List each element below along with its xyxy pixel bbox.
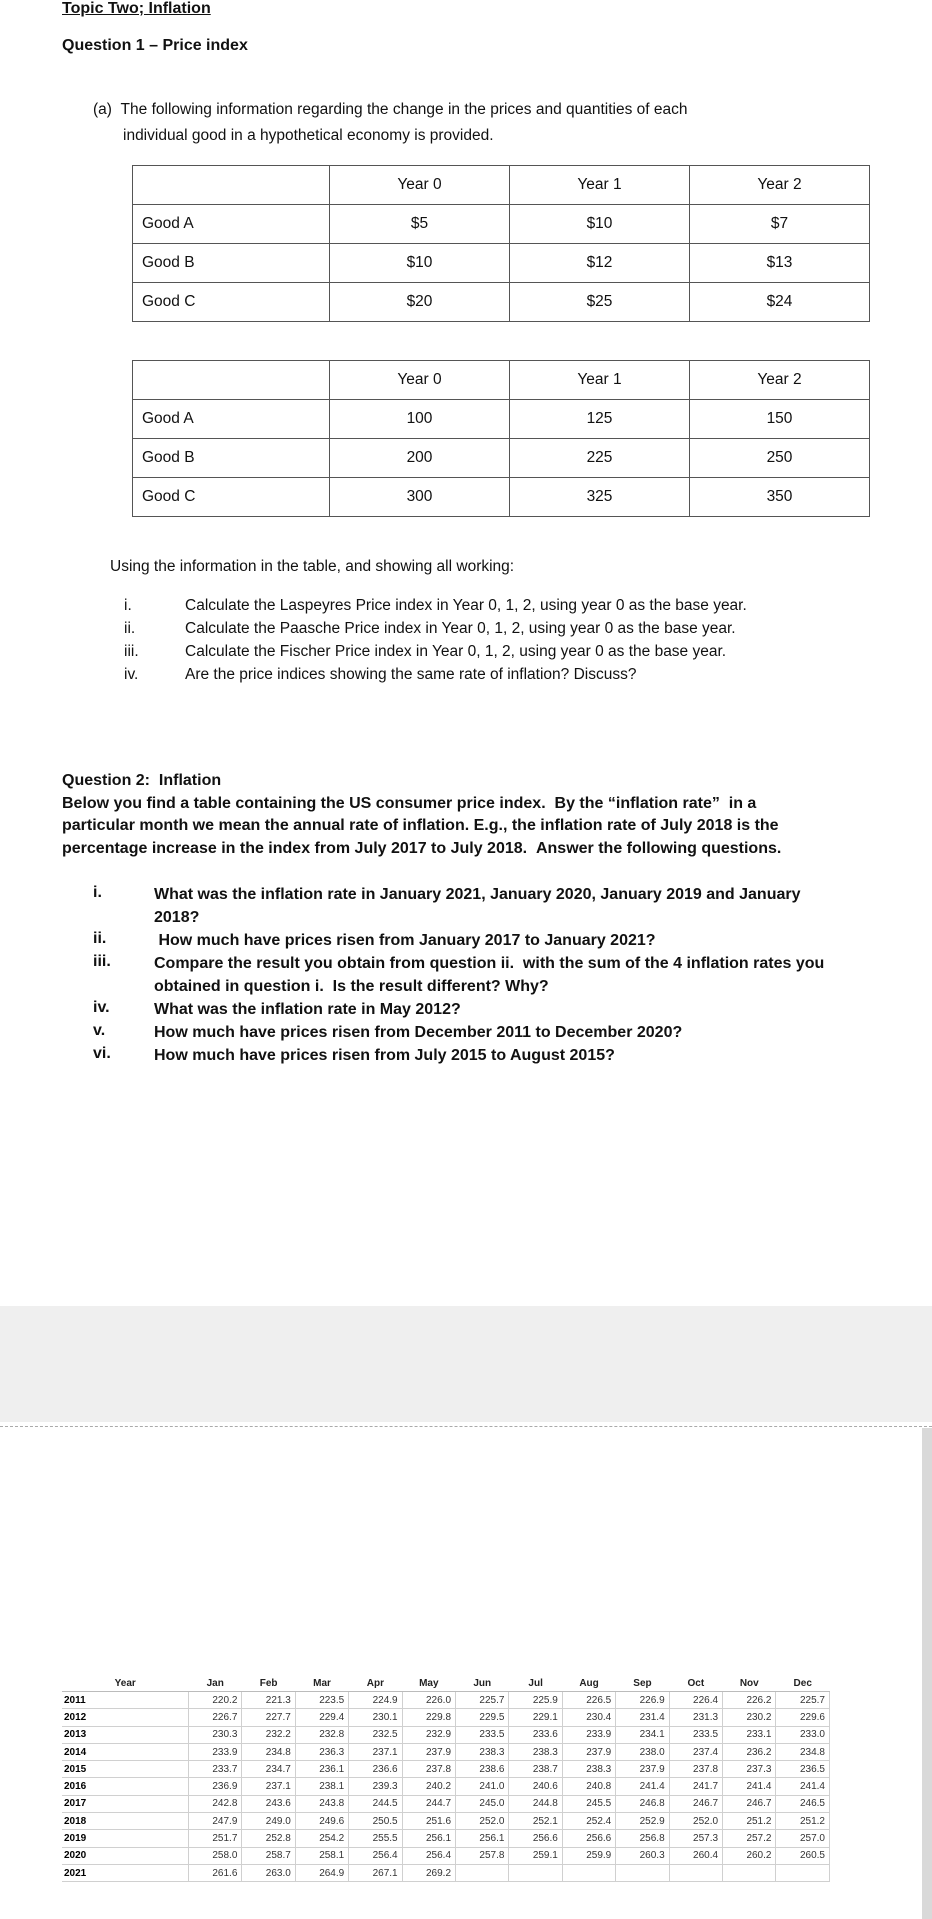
cpi-value: 255.5 <box>349 1830 402 1847</box>
cpi-value: 246.7 <box>669 1795 722 1812</box>
cpi-value: 238.1 <box>295 1778 348 1795</box>
subquestion-number: ii. <box>124 620 136 637</box>
cpi-row <box>62 1743 830 1760</box>
cpi-value: 223.5 <box>295 1692 348 1709</box>
cpi-value: 229.5 <box>456 1709 509 1726</box>
cpi-value: 257.3 <box>669 1830 722 1847</box>
cpi-value: 264.9 <box>295 1864 348 1881</box>
cpi-value: 233.5 <box>669 1726 722 1743</box>
cpi-value: 256.8 <box>616 1830 669 1847</box>
cpi-year: 2020 <box>62 1847 189 1864</box>
cpi-year: 2016 <box>62 1778 189 1795</box>
cpi-value <box>723 1864 776 1881</box>
header-cell: Year 2 <box>690 361 870 400</box>
cpi-value: 238.6 <box>456 1761 509 1778</box>
cpi-value: 254.2 <box>295 1830 348 1847</box>
cpi-value: 237.3 <box>723 1761 776 1778</box>
cpi-value: 241.4 <box>616 1778 669 1795</box>
cpi-header-cell: Jul <box>509 1675 562 1692</box>
question-2-line-1: Below you find a table containing the US consumer price index. By the “inflation rate” in a <box>62 794 757 812</box>
item-number: v. <box>93 1022 106 1039</box>
cpi-row <box>62 1778 830 1795</box>
cpi-value: 252.9 <box>616 1813 669 1830</box>
value-cell: $24 <box>690 283 870 322</box>
table-row <box>133 439 870 478</box>
cpi-value: 247.9 <box>189 1813 242 1830</box>
item-text: How much have prices risen from January 2017 to January 2021? <box>154 932 656 949</box>
cpi-value: 245.0 <box>456 1795 509 1812</box>
subquestion-text: Are the price indices showing the same rate of inflation? Discuss? <box>185 666 637 683</box>
cpi-table <box>62 1675 830 1882</box>
question-2-line-3: percentage increase in the index from July 2017 to July 2018. Answer the following questions. <box>62 839 782 857</box>
cpi-row <box>62 1709 830 1726</box>
cpi-value: 232.8 <box>295 1726 348 1743</box>
cpi-value <box>562 1864 615 1881</box>
cpi-value: 260.5 <box>776 1847 830 1864</box>
cpi-value: 256.1 <box>402 1830 455 1847</box>
cpi-value: 230.1 <box>349 1709 402 1726</box>
cpi-value: 240.2 <box>402 1778 455 1795</box>
cpi-value: 225.7 <box>776 1692 830 1709</box>
cpi-value: 234.1 <box>616 1726 669 1743</box>
cpi-value: 252.1 <box>509 1813 562 1830</box>
cpi-value: 259.9 <box>562 1847 615 1864</box>
cpi-value: 258.0 <box>189 1847 242 1864</box>
good-label: Good B <box>133 439 330 478</box>
intro-line-1: (a) The following information regarding the change in the prices and quantities of each <box>93 101 688 118</box>
cpi-value: 257.0 <box>776 1830 830 1847</box>
question-1-intro <box>93 97 813 149</box>
subquestion-number: iii. <box>124 643 139 660</box>
cpi-header-cell: Sep <box>616 1675 669 1692</box>
cpi-year: 2013 <box>62 1726 189 1743</box>
cpi-year: 2012 <box>62 1709 189 1726</box>
cpi-value: 234.8 <box>242 1743 295 1760</box>
cpi-value <box>776 1864 830 1881</box>
value-cell: 125 <box>510 400 690 439</box>
subquestion-text: Calculate the Fischer Price index in Year 0, 1, 2, using year 0 as the base year. <box>185 643 727 660</box>
cpi-value: 238.3 <box>456 1743 509 1760</box>
cpi-value: 229.8 <box>402 1709 455 1726</box>
table-row <box>133 283 870 322</box>
header-cell: Year 2 <box>690 166 870 205</box>
cpi-value <box>616 1864 669 1881</box>
cpi-value: 231.3 <box>669 1709 722 1726</box>
cpi-value: 226.9 <box>616 1692 669 1709</box>
item-text: Compare the result you obtain from question ii. with the sum of the 4 inflation rates you obtained in question i. Is the result different? Why? <box>154 955 825 995</box>
cpi-value: 242.8 <box>189 1795 242 1812</box>
value-cell: 100 <box>330 400 510 439</box>
item-number: iii. <box>93 953 111 970</box>
cpi-row <box>62 1761 830 1778</box>
page-title: Topic Two; Inflation <box>62 0 211 17</box>
cpi-value: 244.7 <box>402 1795 455 1812</box>
value-cell: $25 <box>510 283 690 322</box>
cpi-value: 234.8 <box>776 1743 830 1760</box>
cpi-value: 241.4 <box>723 1778 776 1795</box>
cpi-value: 232.9 <box>402 1726 455 1743</box>
cpi-value: 233.9 <box>189 1743 242 1760</box>
cpi-value: 241.0 <box>456 1778 509 1795</box>
cpi-value: 256.4 <box>402 1847 455 1864</box>
cpi-value: 237.1 <box>242 1778 295 1795</box>
cpi-row <box>62 1692 830 1709</box>
cpi-value: 237.9 <box>402 1743 455 1760</box>
cpi-value: 244.5 <box>349 1795 402 1812</box>
cpi-value: 233.1 <box>723 1726 776 1743</box>
cpi-value: 260.2 <box>723 1847 776 1864</box>
value-cell: $7 <box>690 205 870 244</box>
cpi-value: 226.5 <box>562 1692 615 1709</box>
cpi-value: 251.7 <box>189 1830 242 1847</box>
cpi-value: 243.6 <box>242 1795 295 1812</box>
table-row <box>133 478 870 517</box>
value-cell: $5 <box>330 205 510 244</box>
cpi-value: 236.6 <box>349 1761 402 1778</box>
cpi-value: 234.7 <box>242 1761 295 1778</box>
cpi-value: 233.5 <box>456 1726 509 1743</box>
cpi-value: 252.4 <box>562 1813 615 1830</box>
cpi-value: 252.0 <box>669 1813 722 1830</box>
cpi-value: 256.1 <box>456 1830 509 1847</box>
cpi-value: 226.0 <box>402 1692 455 1709</box>
cpi-value: 221.3 <box>242 1692 295 1709</box>
price-table <box>132 165 870 322</box>
cpi-value <box>669 1864 722 1881</box>
cpi-value: 236.9 <box>189 1778 242 1795</box>
cpi-header-cell: Feb <box>242 1675 295 1692</box>
cpi-value: 238.3 <box>562 1761 615 1778</box>
cpi-value: 229.6 <box>776 1709 830 1726</box>
cpi-value: 237.1 <box>349 1743 402 1760</box>
cpi-row <box>62 1830 830 1847</box>
cpi-value: 236.3 <box>295 1743 348 1760</box>
quantity-table <box>132 360 870 517</box>
cpi-row <box>62 1813 830 1830</box>
subquestion-number: iv. <box>124 666 139 683</box>
header-cell <box>133 361 330 400</box>
question-1-heading: Question 1 – Price index <box>62 37 248 54</box>
cpi-year: 2018 <box>62 1813 189 1830</box>
cpi-value: 233.7 <box>189 1761 242 1778</box>
table-row <box>133 244 870 283</box>
header-cell <box>133 166 330 205</box>
cpi-value: 237.9 <box>616 1761 669 1778</box>
cpi-value: 237.8 <box>402 1761 455 1778</box>
cpi-value: 260.4 <box>669 1847 722 1864</box>
cpi-value: 233.9 <box>562 1726 615 1743</box>
header-cell: Year 0 <box>330 361 510 400</box>
cpi-value: 233.0 <box>776 1726 830 1743</box>
cpi-value: 220.2 <box>189 1692 242 1709</box>
cpi-value: 236.5 <box>776 1761 830 1778</box>
header-cell: Year 1 <box>510 166 690 205</box>
cpi-value: 230.2 <box>723 1709 776 1726</box>
cpi-value: 260.3 <box>616 1847 669 1864</box>
cpi-year: 2019 <box>62 1830 189 1847</box>
cpi-value: 258.7 <box>242 1847 295 1864</box>
value-cell: 325 <box>510 478 690 517</box>
cpi-value: 230.4 <box>562 1709 615 1726</box>
cpi-header-cell: Oct <box>669 1675 722 1692</box>
cpi-value: 241.4 <box>776 1778 830 1795</box>
cpi-value: 246.8 <box>616 1795 669 1812</box>
item-number: i. <box>93 884 102 901</box>
cpi-header-cell: Year <box>62 1675 189 1692</box>
cpi-value: 224.9 <box>349 1692 402 1709</box>
cpi-value: 241.7 <box>669 1778 722 1795</box>
item-text: What was the inflation rate in May 2012? <box>154 1001 461 1018</box>
intro-line-2: individual good in a hypothetical economy is provided. <box>123 127 494 144</box>
cpi-value: 256.6 <box>509 1830 562 1847</box>
cpi-value: 267.1 <box>349 1864 402 1881</box>
cpi-year: 2014 <box>62 1743 189 1760</box>
value-cell: $10 <box>510 205 690 244</box>
cpi-year: 2011 <box>62 1692 189 1709</box>
cpi-value: 226.2 <box>723 1692 776 1709</box>
cpi-value: 256.6 <box>562 1830 615 1847</box>
subquestion-text: Calculate the Laspeyres Price index in Year 0, 1, 2, using year 0 as the base year. <box>185 597 747 614</box>
item-text: How much have prices risen from July 2015 to August 2015? <box>154 1047 615 1064</box>
cpi-value: 236.2 <box>723 1743 776 1760</box>
cpi-value: 239.3 <box>349 1778 402 1795</box>
cpi-header-cell: May <box>402 1675 455 1692</box>
cpi-header-cell: Jan <box>189 1675 242 1692</box>
value-cell: 225 <box>510 439 690 478</box>
cpi-value: 226.4 <box>669 1692 722 1709</box>
value-cell: $13 <box>690 244 870 283</box>
question-2-line-2: particular month we mean the annual rate of inflation. E.g., the inflation rate of July 2018 is the <box>62 817 779 834</box>
question-2-block <box>62 770 842 860</box>
table-row <box>133 205 870 244</box>
good-label: Good B <box>133 244 330 283</box>
item-number: ii. <box>93 930 107 947</box>
cpi-value: 258.1 <box>295 1847 348 1864</box>
cpi-value: 238.7 <box>509 1761 562 1778</box>
cpi-value: 259.1 <box>509 1847 562 1864</box>
cpi-value: 251.2 <box>723 1813 776 1830</box>
gray-band <box>0 1306 932 1422</box>
cpi-value: 249.0 <box>242 1813 295 1830</box>
cpi-value: 230.3 <box>189 1726 242 1743</box>
cpi-value: 238.0 <box>616 1743 669 1760</box>
instructions-text: Using the information in the table, and showing all working: <box>110 558 515 575</box>
cpi-value: 257.8 <box>456 1847 509 1864</box>
item-text: How much have prices risen from December 2011 to December 2020? <box>154 1024 683 1041</box>
cpi-value: 238.3 <box>509 1743 562 1760</box>
cpi-header-cell: Nov <box>723 1675 776 1692</box>
cpi-header-cell: Mar <box>295 1675 348 1692</box>
value-cell: $12 <box>510 244 690 283</box>
cpi-value: 226.7 <box>189 1709 242 1726</box>
header-cell: Year 1 <box>510 361 690 400</box>
cpi-value: 251.2 <box>776 1813 830 1830</box>
table-header-row <box>133 166 870 205</box>
cpi-value: 237.9 <box>562 1743 615 1760</box>
cpi-value: 251.6 <box>402 1813 455 1830</box>
cpi-value: 252.8 <box>242 1830 295 1847</box>
cpi-value: 231.4 <box>616 1709 669 1726</box>
value-cell: 150 <box>690 400 870 439</box>
item-text: What was the inflation rate in January 2021, January 2020, January 2019 and January 2018? <box>154 886 801 926</box>
item-number: iv. <box>93 999 110 1016</box>
value-cell: $10 <box>330 244 510 283</box>
cpi-value: 249.6 <box>295 1813 348 1830</box>
cpi-year: 2017 <box>62 1795 189 1812</box>
cpi-row <box>62 1795 830 1812</box>
header-cell: Year 0 <box>330 166 510 205</box>
cpi-header-cell: Dec <box>776 1675 830 1692</box>
cpi-value: 257.2 <box>723 1830 776 1847</box>
cpi-value: 229.1 <box>509 1709 562 1726</box>
cpi-value: 245.5 <box>562 1795 615 1812</box>
subquestion-number: i. <box>124 597 132 614</box>
cpi-row <box>62 1864 830 1881</box>
cpi-value: 256.4 <box>349 1847 402 1864</box>
cpi-value <box>509 1864 562 1881</box>
question-2-heading: Question 2: Inflation <box>62 772 222 789</box>
good-label: Good A <box>133 205 330 244</box>
value-cell: 300 <box>330 478 510 517</box>
cpi-value: 250.5 <box>349 1813 402 1830</box>
cpi-value: 246.5 <box>776 1795 830 1812</box>
cpi-value: 240.6 <box>509 1778 562 1795</box>
value-cell: 350 <box>690 478 870 517</box>
cpi-year: 2015 <box>62 1761 189 1778</box>
cpi-value <box>456 1864 509 1881</box>
cpi-header-cell: Apr <box>349 1675 402 1692</box>
cpi-value: 240.8 <box>562 1778 615 1795</box>
cpi-value: 261.6 <box>189 1864 242 1881</box>
cpi-value: 236.1 <box>295 1761 348 1778</box>
value-cell: 200 <box>330 439 510 478</box>
cpi-value: 237.4 <box>669 1743 722 1760</box>
cpi-value: 232.5 <box>349 1726 402 1743</box>
cpi-value: 252.0 <box>456 1813 509 1830</box>
cpi-value: 229.4 <box>295 1709 348 1726</box>
cpi-value: 233.6 <box>509 1726 562 1743</box>
cpi-header-cell: Aug <box>562 1675 615 1692</box>
cpi-value: 246.7 <box>723 1795 776 1812</box>
cpi-value: 232.2 <box>242 1726 295 1743</box>
dashed-divider <box>0 1426 932 1427</box>
scrollbar[interactable] <box>922 1428 932 1919</box>
cpi-year: 2021 <box>62 1864 189 1881</box>
cpi-value: 227.7 <box>242 1709 295 1726</box>
cpi-value: 237.8 <box>669 1761 722 1778</box>
cpi-value: 225.7 <box>456 1692 509 1709</box>
item-number: vi. <box>93 1045 111 1062</box>
cpi-row <box>62 1726 830 1743</box>
good-label: Good C <box>133 478 330 517</box>
cpi-value: 263.0 <box>242 1864 295 1881</box>
cpi-value: 243.8 <box>295 1795 348 1812</box>
subquestion-text: Calculate the Paasche Price index in Year 0, 1, 2, using year 0 as the base year. <box>185 620 736 637</box>
value-cell: 250 <box>690 439 870 478</box>
cpi-value: 244.8 <box>509 1795 562 1812</box>
cpi-value: 269.2 <box>402 1864 455 1881</box>
cpi-value: 225.9 <box>509 1692 562 1709</box>
table-row <box>133 400 870 439</box>
good-label: Good A <box>133 400 330 439</box>
cpi-header-cell: Jun <box>456 1675 509 1692</box>
cpi-row <box>62 1847 830 1864</box>
good-label: Good C <box>133 283 330 322</box>
value-cell: $20 <box>330 283 510 322</box>
table-header-row <box>133 361 870 400</box>
